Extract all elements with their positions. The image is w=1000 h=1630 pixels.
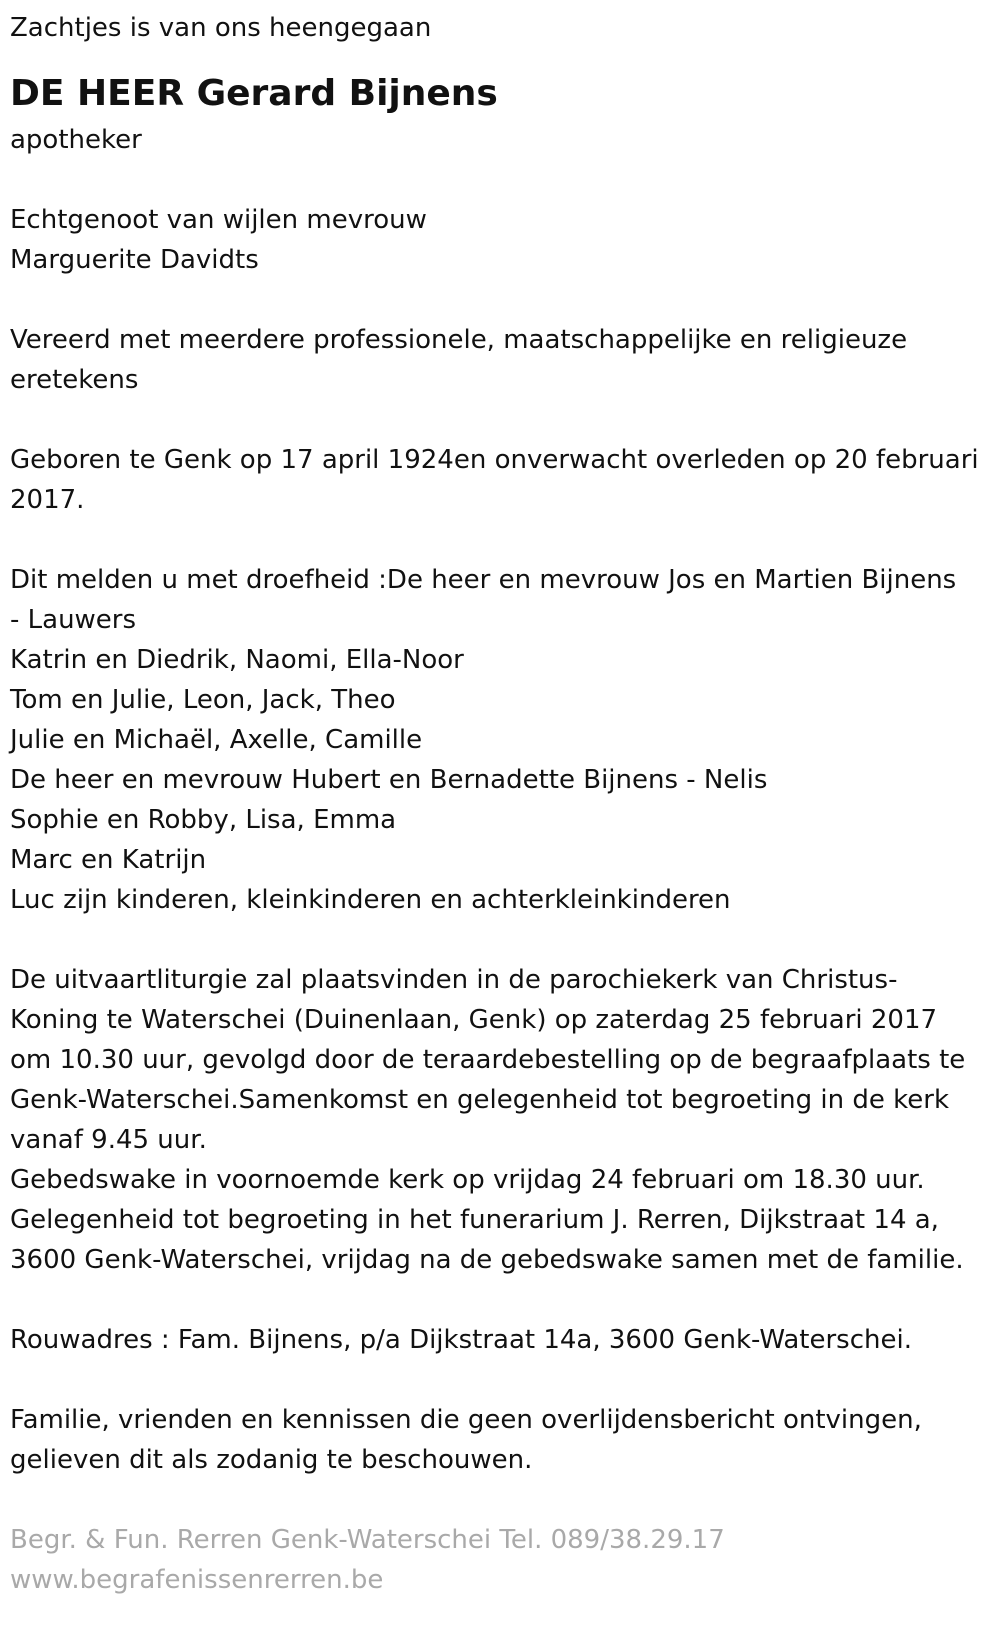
birth-death-line-1: Geboren te Genk op 17 april 1924en onverwacht overleden op 20 februari (10, 445, 979, 475)
funeral-line: 3600 Genk-Waterschei, vrijdag na de gebedswake samen met de familie. (10, 1245, 964, 1275)
funeral-line: vanaf 9.45 uur. (10, 1125, 207, 1155)
spouse-line-2: Marguerite Davidts (10, 245, 259, 275)
closing-line-2: gelieven dit als zodanig te beschouwen. (10, 1445, 533, 1475)
funeral-line: Genk-Waterschei.Samenkomst en gelegenheid tot begroeting in de kerk (10, 1085, 950, 1115)
spacer (10, 280, 985, 320)
undertaker-website[interactable]: www.begrafenissenrerren.be (10, 1565, 384, 1595)
spacer (10, 1280, 985, 1320)
birth-death-line-2: 2017. (10, 485, 85, 515)
mourning-address: Rouwadres : Fam. Bijnens, p/a Dijkstraat 14a, 3600 Genk-Waterschei. (10, 1325, 912, 1355)
funeral-line: om 10.30 uur, gevolgd door de teraardebestelling op de begraafplaats te (10, 1045, 966, 1075)
family-line: Julie en Michaël, Axelle, Camille (10, 725, 423, 755)
intro-text: Zachtjes is van ons heengegaan (10, 13, 432, 43)
family-line: Marc en Katrijn (10, 845, 207, 875)
spacer (10, 1360, 985, 1400)
spacer (10, 1480, 985, 1520)
profession: apotheker (10, 125, 142, 155)
funeral-line: De uitvaartliturgie zal plaatsvinden in de parochiekerk van Christus- (10, 965, 898, 995)
family-line: Tom en Julie, Leon, Jack, Theo (10, 685, 396, 715)
closing-line-1: Familie, vrienden en kennissen die geen overlijdensbericht ontvingen, (10, 1405, 922, 1435)
family-line: Luc zijn kinderen, kleinkinderen en achterkleinkinderen (10, 885, 731, 915)
spacer (10, 48, 985, 68)
spouse-line-1: Echtgenoot van wijlen mevrouw (10, 205, 427, 235)
funeral-line: Koning te Waterschei (Duinenlaan, Genk) op zaterdag 25 februari 2017 (10, 1005, 938, 1035)
spacer (10, 400, 985, 440)
deceased-name: DE HEER Gerard Bijnens (10, 73, 498, 114)
family-line: De heer en mevrouw Hubert en Bernadette Bijnens - Nelis (10, 765, 768, 795)
honors-line-1: Vereerd met meerdere professionele, maatschappelijke en religieuze (10, 325, 908, 355)
spacer (10, 520, 985, 560)
spacer (10, 160, 985, 200)
obituary-notice (10, 8, 985, 1600)
family-line: - Lauwers (10, 605, 137, 635)
undertaker-info: Begr. & Fun. Rerren Genk-Waterschei Tel. 089/38.29.17 (10, 1525, 725, 1555)
honors-line-2: eretekens (10, 365, 139, 395)
family-line: Sophie en Robby, Lisa, Emma (10, 805, 397, 835)
family-line: Katrin en Diedrik, Naomi, Ella-Noor (10, 645, 464, 675)
funeral-line: Gelegenheid tot begroeting in het funerarium J. Rerren, Dijkstraat 14 a, (10, 1205, 939, 1235)
family-line: Dit melden u met droefheid :De heer en mevrouw Jos en Martien Bijnens (10, 565, 957, 595)
funeral-line: Gebedswake in voornoemde kerk op vrijdag 24 februari om 18.30 uur. (10, 1165, 925, 1195)
spacer (10, 920, 985, 960)
